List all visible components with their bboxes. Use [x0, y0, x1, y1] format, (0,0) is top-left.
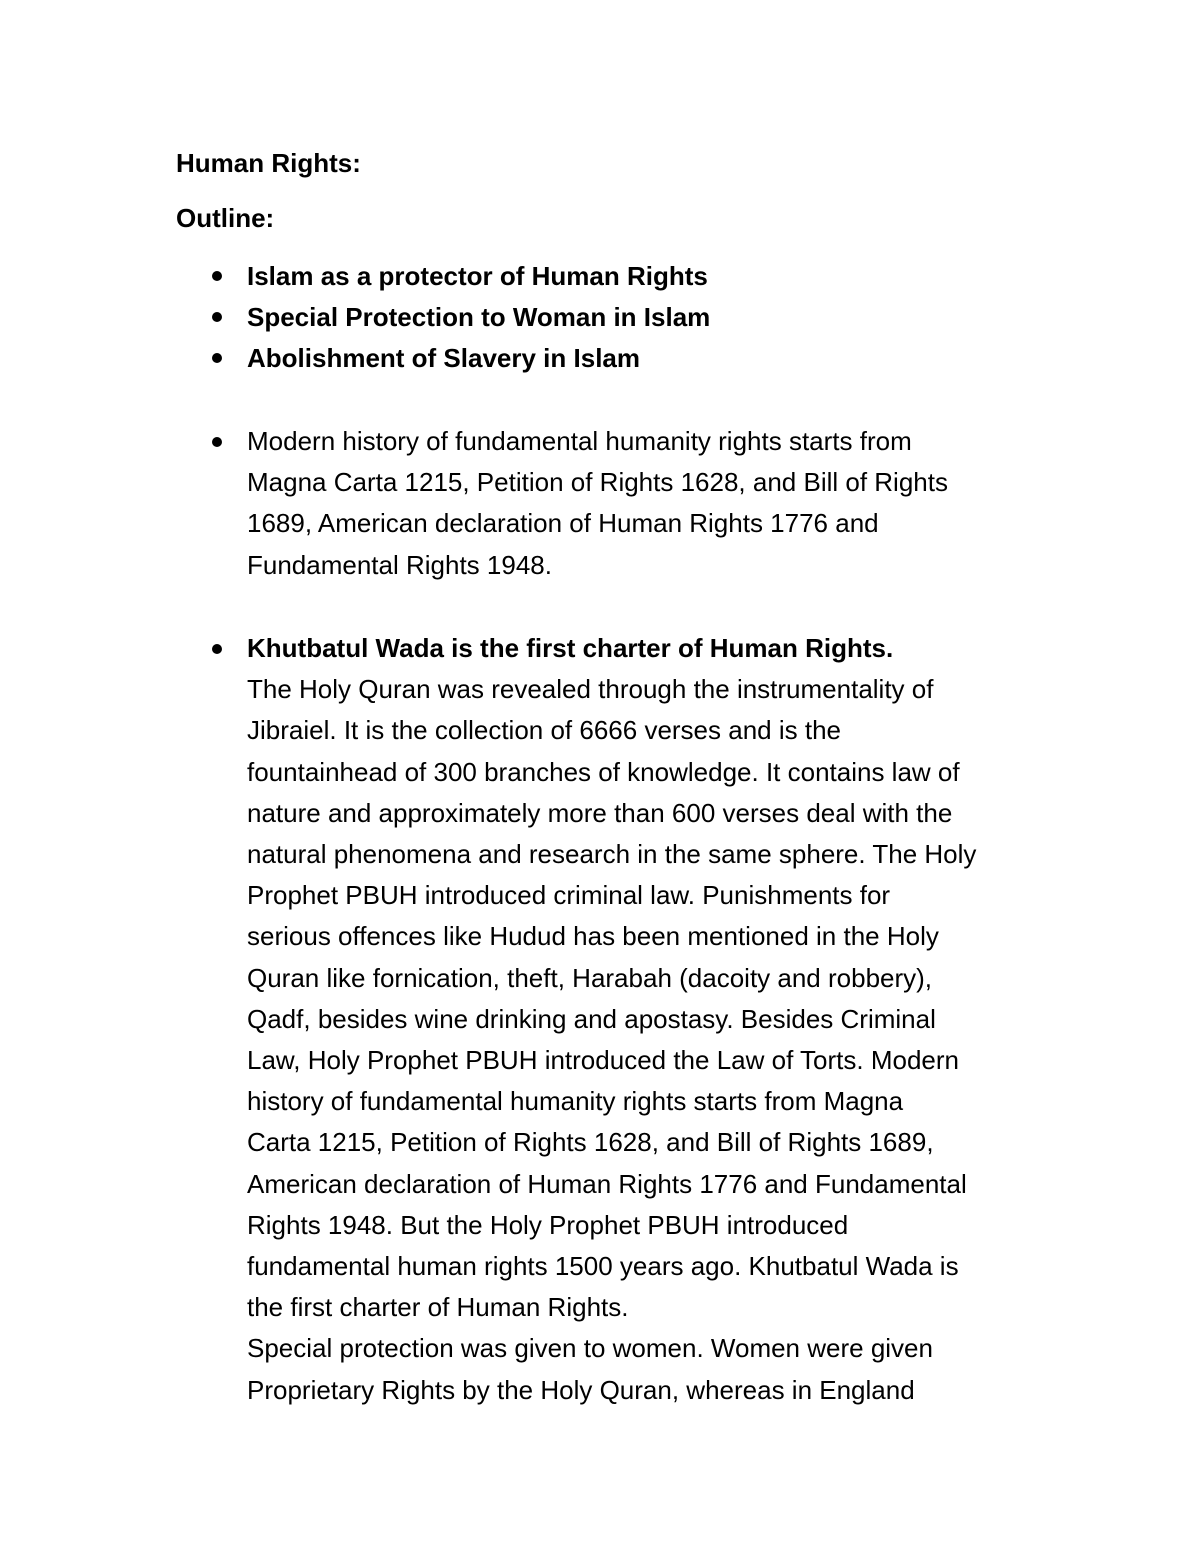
paragraph-line: Special protection was given to women. Women were given: [247, 1333, 933, 1364]
paragraph-line: history of fundamental humanity rights starts from Magna: [247, 1086, 904, 1117]
outline-label: Outline:: [176, 203, 275, 233]
bullet-icon: [212, 271, 222, 281]
paragraph-line: Qadf, besides wine drinking and apostasy. Besides Criminal: [247, 1003, 936, 1034]
modern-history-paragraph: [247, 421, 1067, 586]
paragraph-line: The Holy Quran was revealed through the instrumentality of: [247, 674, 934, 705]
paragraph-line: Magna Carta 1215, Petition of Rights 1628, and Bill of Rights: [247, 467, 948, 498]
paragraph-line: serious offences like Hudud has been mentioned in the Holy: [247, 921, 939, 952]
bullet-icon: [212, 312, 222, 322]
outline-item-text: Abolishment of Slavery in Islam: [247, 343, 640, 373]
paragraph-line: Quran like fornication, theft, Harabah (dacoity and robbery),: [247, 962, 933, 993]
paragraph-line: nature and approximately more than 600 verses deal with the: [247, 797, 953, 828]
paragraph-line: Carta 1215, Petition of Rights 1628, and Bill of Rights 1689,: [247, 1127, 934, 1158]
paragraph-line: 1689, American declaration of Human Rights 1776 and: [247, 508, 879, 539]
bullet-icon: [212, 437, 222, 447]
bullet-icon: [212, 644, 222, 654]
paragraph-line: Jibraiel. It is the collection of 6666 verses and is the: [247, 715, 841, 746]
outline-item-text: Special Protection to Woman in Islam: [247, 302, 711, 332]
paragraph-line: fountainhead of 300 branches of knowledge. It contains law of: [247, 756, 960, 787]
khutbatul-paragraph: [247, 628, 1067, 1411]
paragraph-heading: Khutbatul Wada is the first charter of Human Rights.: [247, 633, 894, 663]
paragraph-line: fundamental human rights 1500 years ago. Khutbatul Wada is: [247, 1251, 959, 1282]
paragraph-line: Prophet PBUH introduced criminal law. Punishments for: [247, 880, 891, 911]
paragraph-line: Fundamental Rights 1948.: [247, 549, 552, 580]
paragraph-line: Modern history of fundamental humanity rights starts from: [247, 426, 912, 456]
bullet-icon: [212, 353, 222, 363]
paragraph-line: Law, Holy Prophet PBUH introduced the Law of Torts. Modern: [247, 1045, 960, 1076]
paragraph-line: the first charter of Human Rights.: [247, 1292, 629, 1323]
outline-item-text: Islam as a protector of Human Rights: [247, 261, 708, 291]
paragraph-line: natural phenomena and research in the same sphere. The Holy: [247, 839, 977, 870]
document-title: Human Rights:: [176, 148, 361, 178]
paragraph-line: Rights 1948. But the Holy Prophet PBUH introduced: [247, 1209, 849, 1240]
paragraph-line: American declaration of Human Rights 1776 and Fundamental: [247, 1168, 967, 1199]
paragraph-line: Proprietary Rights by the Holy Quran, whereas in England: [247, 1374, 915, 1405]
